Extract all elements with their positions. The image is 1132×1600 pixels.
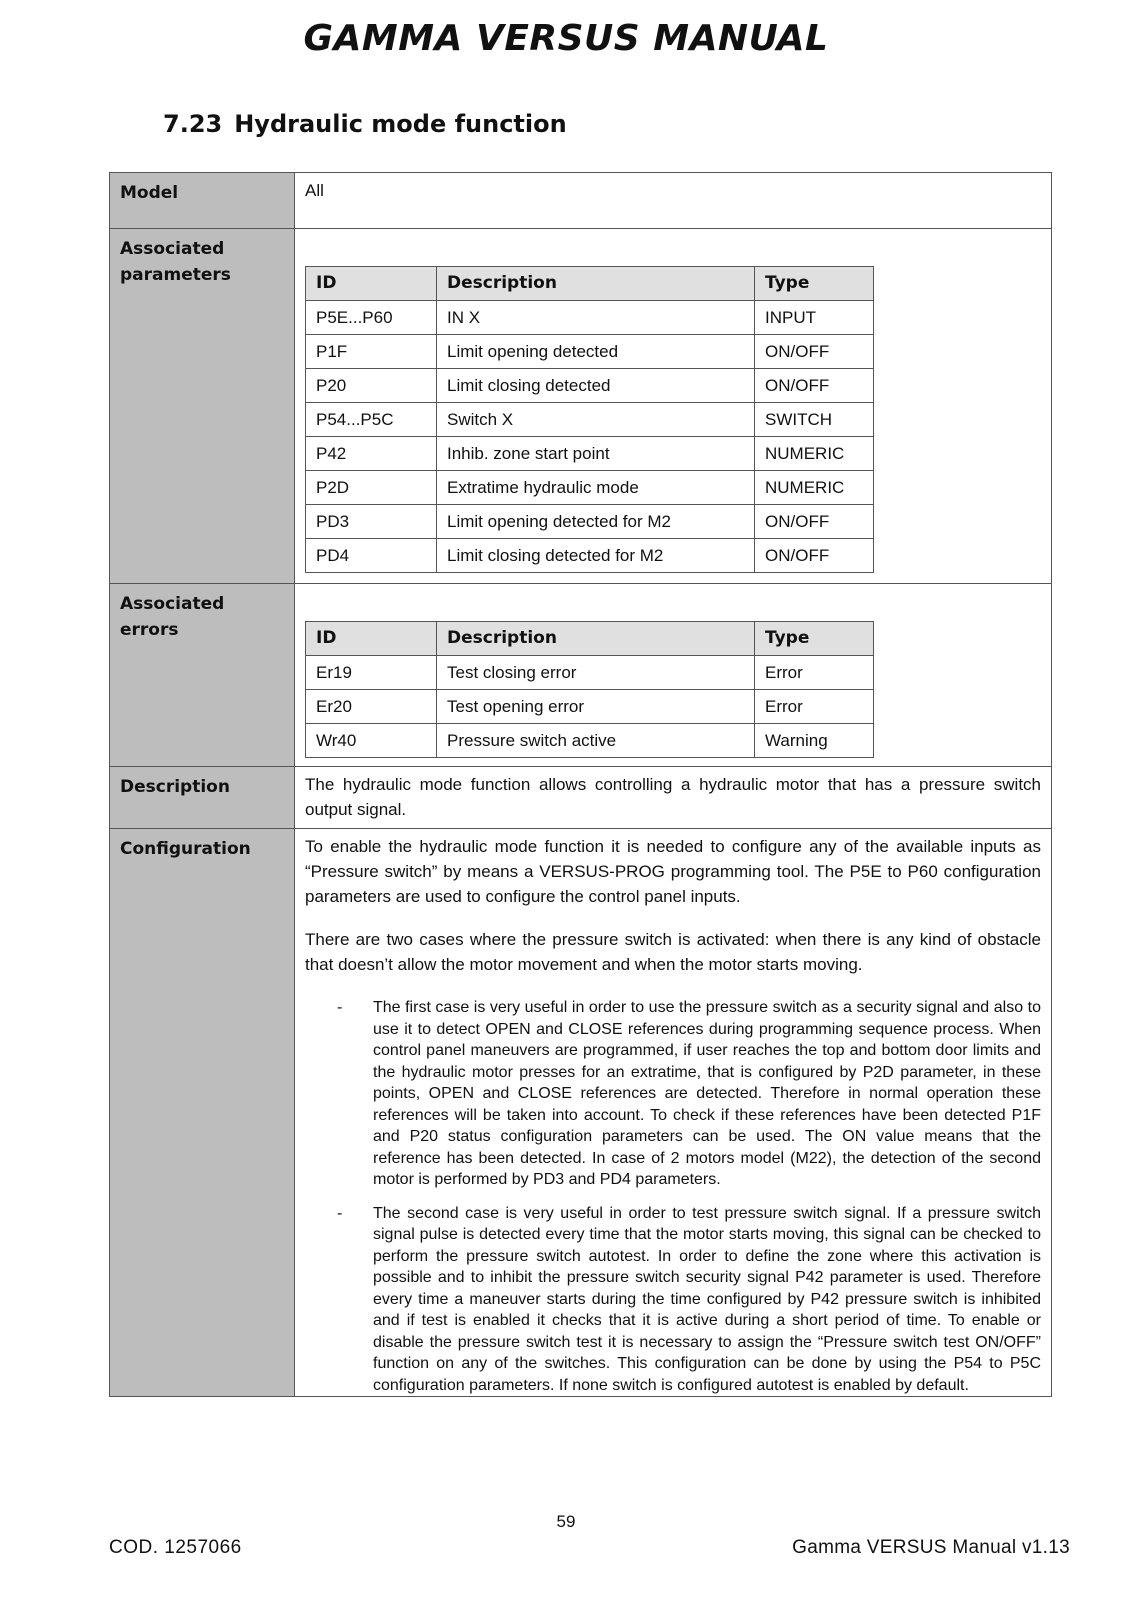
table-cell: P20 [306,369,437,403]
table-row [306,690,874,724]
table-row [306,403,874,437]
table-cell: ON/OFF [755,505,874,539]
configuration-paragraph-2: There are two cases where the pressure switch is activated: when there is any kind of obstacle that doesn’t allow the motor movement and when the motor starts moving. [305,930,1041,974]
model-value: All [295,173,1052,229]
function-table [109,172,1052,1397]
column-header: Description [437,267,755,301]
case-item-2 [305,1203,1041,1397]
table-cell: Er20 [306,690,437,724]
configuration-paragraph-1: To enable the hydraulic mode function it is needed to configure any of the available inputs as “Pressure switch” by means a VERSUS-PROG programming tool. The P5E to P60 configuration parameters are used to configure the control panel inputs. [305,837,1041,906]
table-cell: Error [755,656,874,690]
table-cell: INPUT [755,301,874,335]
column-header: Description [437,622,755,656]
document-code: COD. 1257066 [109,1537,242,1558]
table-cell: Switch X [437,403,755,437]
model-row [110,173,1052,229]
table-cell: Limit opening detected [437,335,755,369]
table-cell: SWITCH [755,403,874,437]
table-row [306,471,874,505]
table-cell: P54...P5C [306,403,437,437]
table-row [306,437,874,471]
section-number: 7.23 [163,110,223,138]
model-label: Model [110,173,295,229]
table-cell: ON/OFF [755,539,874,573]
case-text-2: The second case is very useful in order to test pressure switch signal. If a pressure switch signal pulse is detected every time that the motor starts moving, this signal can be checked to perform the pressure switch autotest. In order to define the zone where this activation is possible and to inhibit the pressure switch security signal P42 parameter is used. Therefore every time a maneuver starts during the time configured by P42 pressure switch is inhibited and if test is enabled it checks that it is active during a short period of time. To enable or disable the pressure switch test it is necessary to assign the “Pressure switch test ON/OFF” function on any of the switches. This configuration can be done by using the P54 to P5C configuration parameters. If none switch is configured autotest is enabled by default. [373,1204,1041,1394]
table-row [306,539,874,573]
parameters-row [110,229,1052,584]
table-row [306,724,874,758]
configuration-cell [295,829,1052,1397]
table-cell: ON/OFF [755,369,874,403]
column-header: ID [306,267,437,301]
table-cell: NUMERIC [755,471,874,505]
table-row [306,369,874,403]
errors-row [110,584,1052,767]
description-row [110,767,1052,829]
table-cell: Test closing error [437,656,755,690]
table-cell: P42 [306,437,437,471]
table-cell: IN X [437,301,755,335]
table-row [306,505,874,539]
column-header: ID [306,622,437,656]
table-row [306,301,874,335]
description-cell [295,767,1052,829]
table-cell: Er19 [306,656,437,690]
configuration-label: Configuration [110,829,295,1397]
errors-label: Associated errors [110,584,295,767]
table-cell: PD4 [306,539,437,573]
table-cell: Error [755,690,874,724]
description-text: The hydraulic mode function allows controlling a hydraulic motor that has a pressure switch output signal. [305,775,1041,819]
document-title: GAMMA VERSUS MANUAL [303,18,829,59]
table-cell: PD3 [306,505,437,539]
description-label: Description [110,767,295,829]
parameters-table [305,266,874,573]
column-header: Type [755,622,874,656]
manual-version: Gamma VERSUS Manual v1.13 [792,1537,1070,1558]
case-item-1 [305,997,1041,1191]
section-title: Hydraulic mode function [234,110,567,138]
errors-cell [295,584,1052,767]
table-cell: NUMERIC [755,437,874,471]
page-number: 59 [556,1512,576,1531]
column-header: Type [755,267,874,301]
bullet-dash: - [337,1204,343,1222]
parameters-label: Associated parameters [110,229,295,584]
table-cell: Extratime hydraulic mode [437,471,755,505]
bullet-dash: - [337,999,343,1016]
errors-table [305,621,874,758]
table-header-row [306,267,874,301]
table-cell: Test opening error [437,690,755,724]
table-row [306,656,874,690]
table-cell: Limit closing detected [437,369,755,403]
table-header-row [306,622,874,656]
case-text-1: The first case is very useful in order to use the pressure switch as a security signal and also to use it to detect OPEN and CLOSE references during programming sequence process. When control panel maneuvers are programmed, if user reaches the top and bottom door limits and the hydraulic motor presses for an extratime, that is configured by P2D parameter, in these points, OPEN and CLOSE references are detected. Therefore in normal operation these references will be taken into account. To check if these references have been detected P1F and P20 status configuration parameters can be used. The ON value means that the reference has been detected. In case of 2 motors model (M22), the detection of the second motor is performed by PD3 and PD4 parameters. [373,999,1041,1188]
parameters-cell [295,229,1052,584]
configuration-row [110,829,1052,1397]
table-cell: ON/OFF [755,335,874,369]
table-row [306,335,874,369]
table-cell: Limit closing detected for M2 [437,539,755,573]
table-cell: Warning [755,724,874,758]
configuration-cases-list [305,997,1041,1396]
table-cell: Inhib. zone start point [437,437,755,471]
table-cell: Wr40 [306,724,437,758]
table-cell: P5E...P60 [306,301,437,335]
table-cell: Limit opening detected for M2 [437,505,755,539]
table-cell: P2D [306,471,437,505]
table-cell: Pressure switch active [437,724,755,758]
section-heading [163,110,567,138]
table-cell: P1F [306,335,437,369]
